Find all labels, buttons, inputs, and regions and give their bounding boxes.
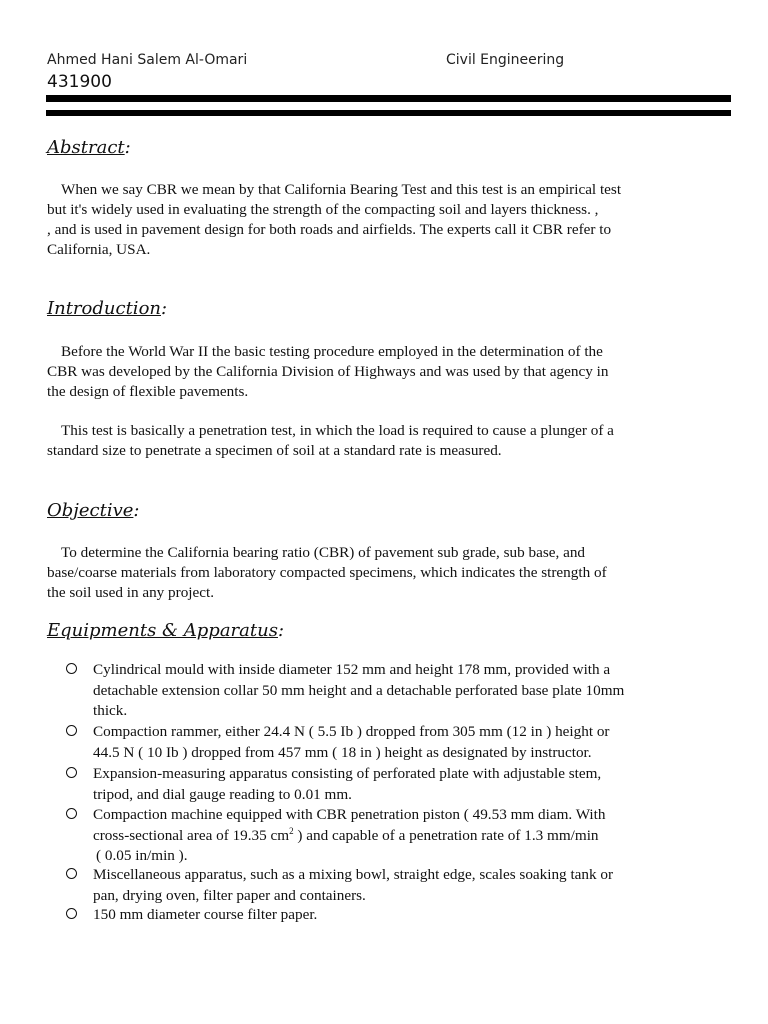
paragraph-line: CBR was developed by the California Division of Highways and was used by that agency in: [47, 363, 609, 380]
list-item-line: Compaction machine equipped with CBR penetration piston ( 49.53 mm diam. With: [93, 806, 606, 823]
introduction-paragraph-2: [47, 421, 733, 461]
bullet-circle-icon: [66, 663, 77, 674]
list-item-line: Cylindrical mould with inside diameter 152 mm and height 178 mm, provided with a: [93, 661, 611, 678]
paragraph-line: , and is used in pavement design for both roads and airfields. The experts call it CBR refer to: [47, 221, 612, 238]
abstract-paragraph: [47, 180, 733, 260]
introduction-heading: [47, 298, 167, 319]
paragraph-line: To determine the California bearing ratio (CBR) of pavement sub grade, sub base, and: [61, 544, 586, 561]
header-rule-top: [46, 95, 731, 102]
objective-paragraph: [47, 543, 733, 603]
area-text-continued: ) and capable of a penetration rate of 1.3 mm/min: [293, 826, 599, 844]
area-superscript: 2: [289, 825, 294, 836]
abstract-heading-text: Abstract: [47, 137, 125, 158]
bullet-circle-icon: [66, 808, 77, 819]
list-item-line: 44.5 N ( 10 Ib ) dropped from 457 mm ( 18 in ) height as designated by instructor.: [93, 743, 592, 761]
list-item-text: [93, 722, 733, 763]
list-item-text: [93, 865, 733, 906]
paragraph-line: California, USA.: [47, 241, 151, 258]
list-item-text: [93, 660, 733, 722]
student-id: 431900: [47, 72, 112, 92]
abstract-heading: [47, 137, 131, 158]
list-item-text: [93, 805, 733, 867]
department: Civil Engineering: [446, 52, 565, 68]
list-item-line: Expansion-measuring apparatus consisting of perforated plate with adjustable stem,: [93, 765, 602, 782]
list-item-line: tripod, and dial gauge reading to 0.01 mm.: [93, 785, 352, 803]
bullet-circle-icon: [66, 767, 77, 778]
equipment-heading-text: Equipments & Apparatus: [47, 620, 278, 641]
paragraph-line: the soil used in any project.: [47, 584, 215, 601]
paragraph-line: When we say CBR we mean by that California Bearing Test and this test is an empirical test: [61, 181, 622, 198]
introduction-heading-colon: :: [161, 298, 168, 319]
bullet-circle-icon: [66, 908, 77, 919]
paragraph-line: This test is basically a penetration test, in which the load is required to cause a plunger of a: [61, 422, 614, 439]
list-item-line: thick.: [93, 702, 128, 719]
introduction-paragraph-1: [47, 342, 733, 402]
list-item-line: Compaction rammer, either 24.4 N ( 5.5 Ib ) dropped from 305 mm (12 in ) height or: [93, 723, 610, 740]
list-item-line: pan, drying oven, filter paper and containers.: [93, 886, 366, 904]
objective-heading-text: Objective: [47, 500, 134, 521]
author-name: Ahmed Hani Salem Al-Omari: [47, 52, 248, 68]
introduction-heading-text: Introduction: [47, 298, 161, 319]
area-text: cross-sectional area of 19.35 cm: [93, 826, 290, 844]
list-item-line: 150 mm diameter course filter paper.: [93, 906, 318, 923]
objective-heading-colon: :: [133, 500, 140, 521]
list-item-line: ( 0.05 in/min ).: [96, 847, 188, 864]
list-item-line: Miscellaneous apparatus, such as a mixing bowl, straight edge, scales soaking tank or: [93, 866, 614, 883]
equipment-heading: [47, 620, 284, 641]
bullet-circle-icon: [66, 868, 77, 879]
paragraph-line: base/coarse materials from laboratory compacted specimens, which indicates the strength of: [47, 564, 607, 581]
paragraph-line: but it's widely used in evaluating the strength of the compacting soil and layers thickness. ,: [47, 201, 599, 218]
abstract-heading-colon: :: [124, 137, 131, 158]
header-rule-bottom: [46, 110, 731, 116]
paragraph-line: Before the World War II the basic testing procedure employed in the determination of the: [61, 343, 603, 360]
objective-heading: [47, 500, 139, 521]
list-item-text: [93, 905, 733, 926]
paragraph-line: standard size to penetrate a specimen of soil at a standard rate is measured.: [47, 442, 502, 459]
list-item-text: [93, 764, 733, 805]
bullet-circle-icon: [66, 725, 77, 736]
list-item-line: [93, 826, 733, 847]
paragraph-line: the design of flexible pavements.: [47, 383, 249, 400]
equipment-heading-colon: :: [277, 620, 285, 641]
list-item-line: detachable extension collar 50 mm height and a detachable perforated base plate 10mm: [93, 681, 625, 699]
